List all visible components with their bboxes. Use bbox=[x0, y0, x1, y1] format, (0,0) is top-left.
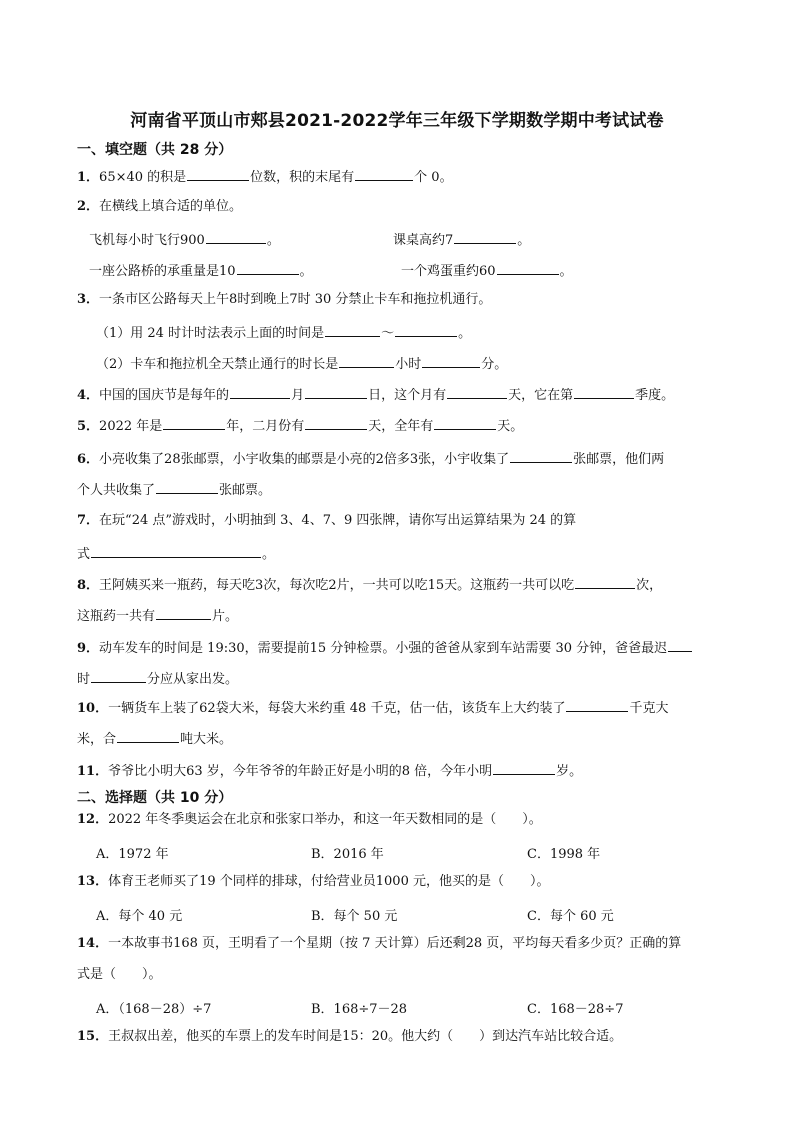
q2-item-2 bbox=[393, 230, 530, 249]
q3-stem: 一条市区公路每天上午8时到晚上7时 30 分禁止卡车和拖拉机通行。 bbox=[99, 292, 492, 307]
q12-number: 12． bbox=[77, 812, 109, 827]
q13-stem: 体育王老师买了19 个同样的排球，付给营业员1000 元，他买的是（ ）。 bbox=[108, 874, 550, 889]
q8-line-2 bbox=[77, 606, 238, 625]
question-10 bbox=[77, 698, 668, 717]
q10-text-d: 吨大米。 bbox=[180, 732, 233, 747]
q5-text-a: 2022 年是 bbox=[99, 419, 163, 434]
q2-blank-4[interactable] bbox=[497, 261, 559, 275]
q9-blank-2[interactable] bbox=[91, 669, 146, 683]
q9-text-c: 分应从家出发。 bbox=[147, 672, 239, 687]
q6-text-a: 小亮收集了28张邮票，小宇收集的邮票是小亮的2倍多3张，小宇收集了 bbox=[99, 452, 510, 467]
question-1 bbox=[77, 167, 453, 186]
question-5 bbox=[77, 416, 523, 435]
q9-line-2 bbox=[77, 669, 238, 688]
q13-option-b[interactable]: B．每个 50 元 bbox=[311, 909, 398, 924]
q4-text-c: 日，这个月有 bbox=[368, 388, 447, 403]
q8-text-a: 王阿姨买来一瓶药，每天吃3次，每次吃2片，一共可以吃15天。这瓶药一共可以吃 bbox=[99, 578, 575, 593]
question-3 bbox=[77, 292, 491, 308]
q5-blank-3[interactable] bbox=[434, 416, 496, 430]
q2-item-4 bbox=[401, 261, 573, 280]
q2-item-2-text: 课桌高约7 bbox=[393, 233, 454, 248]
q11-number: 11． bbox=[77, 764, 109, 779]
q2-item-4-end: 。 bbox=[559, 264, 573, 279]
q4-text-d: 天，它在第 bbox=[508, 388, 574, 403]
q9-text-b: 时 bbox=[77, 672, 91, 687]
q11-blank-1[interactable] bbox=[493, 761, 555, 775]
q2-item-3-end: 。 bbox=[299, 264, 313, 279]
q1-blank-1[interactable] bbox=[187, 167, 249, 181]
q1-text-b: 位数，积的末尾有 bbox=[250, 170, 355, 185]
q4-blank-2[interactable] bbox=[305, 385, 367, 399]
q7-blank-1[interactable] bbox=[91, 544, 261, 558]
question-15 bbox=[77, 1029, 622, 1045]
question-14 bbox=[77, 936, 681, 952]
q6-text-c: 个人共收集了 bbox=[77, 483, 156, 498]
q7-line-2 bbox=[77, 544, 275, 563]
q5-number: 5． bbox=[77, 419, 100, 434]
q1-text-c: 个 0。 bbox=[414, 170, 453, 185]
q9-number: 9． bbox=[77, 641, 100, 656]
q3-part-2 bbox=[96, 354, 507, 373]
q13-option-c[interactable]: C．每个 60 元 bbox=[527, 909, 614, 924]
question-2 bbox=[77, 199, 242, 215]
q5-text-d: 天。 bbox=[497, 419, 524, 434]
question-8 bbox=[77, 575, 662, 594]
q3-blank-3[interactable] bbox=[339, 354, 394, 368]
q12-stem: 2022 年冬季奥运会在北京和张家口举办，和这一年天数相同的是（ ）。 bbox=[108, 812, 542, 827]
q8-blank-2[interactable] bbox=[156, 606, 211, 620]
q2-number: 2． bbox=[77, 199, 100, 214]
q3-blank-1[interactable] bbox=[325, 323, 380, 337]
q12-option-c[interactable]: C．1998 年 bbox=[527, 847, 601, 862]
q14-stem-2: 式是（ ）。 bbox=[77, 967, 162, 982]
question-9 bbox=[77, 638, 693, 657]
q11-text-a: 爷爷比小明大63 岁，今年爷爷的年龄正好是小明的8 倍，今年小明 bbox=[108, 764, 493, 779]
q2-blank-1[interactable] bbox=[206, 230, 266, 244]
q3-tilde: ～ bbox=[381, 326, 395, 341]
page-title: 河南省平顶山市郏县2021-2022学年三年级下学期数学期中考试试卷 bbox=[130, 111, 664, 131]
q3-part-1-text: （1）用 24 时计时法表示上面的时间是 bbox=[96, 326, 325, 341]
q2-item-1 bbox=[89, 230, 280, 249]
q5-text-c: 天，全年有 bbox=[368, 419, 434, 434]
q11-text-b: 岁。 bbox=[556, 764, 583, 779]
q12-option-a[interactable]: A．1972 年 bbox=[96, 847, 169, 862]
q14-stem: 一本故事书168 页，王明看了一个星期（按 7 天计算）后还剩28 页，平均每天看多少页？正确的算 bbox=[108, 936, 682, 951]
q13-number: 13． bbox=[77, 874, 109, 889]
q6-text-b: 张邮票，他们两 bbox=[573, 452, 665, 467]
q2-item-2-end: 。 bbox=[517, 233, 531, 248]
q6-blank-1[interactable] bbox=[510, 449, 572, 463]
question-12 bbox=[77, 812, 542, 828]
question-6 bbox=[77, 449, 664, 468]
q4-blank-4[interactable] bbox=[574, 385, 634, 399]
q3-part-1 bbox=[96, 323, 471, 342]
q7-text-b: 式 bbox=[77, 547, 91, 562]
q3-part-1-end: 。 bbox=[458, 326, 472, 341]
q4-text-e: 季度。 bbox=[635, 388, 675, 403]
q6-blank-2[interactable] bbox=[156, 480, 218, 494]
q4-blank-3[interactable] bbox=[447, 385, 507, 399]
question-13 bbox=[77, 874, 550, 890]
q4-text-b: 月 bbox=[291, 388, 305, 403]
q10-line-2 bbox=[77, 729, 232, 748]
q2-blank-2[interactable] bbox=[454, 230, 516, 244]
q15-stem: 王叔叔出差，他买的车票上的发车时间是15：20。他大约（ ）到达汽车站比较合适。 bbox=[108, 1029, 623, 1044]
q2-blank-3[interactable] bbox=[237, 261, 299, 275]
q8-text-b: 次， bbox=[636, 578, 663, 593]
q13-option-a[interactable]: A．每个 40 元 bbox=[96, 909, 183, 924]
q9-blank-1[interactable] bbox=[668, 638, 692, 652]
q10-text-b: 千克大 bbox=[629, 701, 669, 716]
q3-number: 3． bbox=[77, 292, 100, 307]
q12-option-b[interactable]: B．2016 年 bbox=[311, 847, 384, 862]
q3-blank-4[interactable] bbox=[422, 354, 480, 368]
q6-number: 6． bbox=[77, 452, 100, 467]
q14-number: 14． bbox=[77, 936, 109, 951]
q3-blank-2[interactable] bbox=[395, 323, 457, 337]
q10-text-c: 米，合 bbox=[77, 732, 117, 747]
question-11 bbox=[77, 761, 582, 780]
q6-line-2 bbox=[77, 480, 271, 499]
question-4 bbox=[77, 385, 674, 404]
q9-text-a: 动车发车的时间是 19:30，需要提前15 分钟检票。小强的爸爸从家到车站需要 30 分钟，爸爸最迟 bbox=[99, 641, 668, 656]
q7-text-c: 。 bbox=[262, 547, 276, 562]
q6-text-d: 张邮票。 bbox=[219, 483, 272, 498]
q10-blank-1[interactable] bbox=[566, 698, 628, 712]
q2-item-3-text: 一座公路桥的承重量是10 bbox=[89, 264, 236, 279]
q1-text-a: 65×40 的积是 bbox=[99, 170, 187, 185]
q4-number: 4． bbox=[77, 388, 100, 403]
q2-item-4-text: 一个鸡蛋重约60 bbox=[401, 264, 496, 279]
q3-hours: 小时 bbox=[395, 357, 422, 372]
q8-number: 8． bbox=[77, 578, 100, 593]
q8-blank-1[interactable] bbox=[575, 575, 635, 589]
q2-item-1-end: 。 bbox=[266, 233, 280, 248]
q10-blank-2[interactable] bbox=[117, 729, 179, 743]
q1-blank-2[interactable] bbox=[355, 167, 413, 181]
q5-blank-2[interactable] bbox=[305, 416, 367, 430]
q5-text-b: 年，二月份有 bbox=[226, 419, 305, 434]
q5-blank-1[interactable] bbox=[163, 416, 225, 430]
q8-text-c: 这瓶药一共有 bbox=[77, 609, 156, 624]
q8-text-d: 片。 bbox=[212, 609, 239, 624]
q14-option-a[interactable]: A．（168－28）÷7 bbox=[96, 1002, 212, 1017]
q2-stem: 在横线上填合适的单位。 bbox=[99, 199, 243, 214]
q7-number: 7． bbox=[77, 513, 100, 528]
q4-blank-1[interactable] bbox=[230, 385, 290, 399]
q7-text-a: 在玩“24 点”游戏时，小明抽到 3、4、7、9 四张牌，请你写出运算结果为 24 的算 bbox=[99, 513, 577, 528]
q10-text-a: 一辆货车上装了62袋大米，每袋大米约重 48 千克，估一估，该货车上大约装了 bbox=[108, 701, 566, 716]
q2-item-1-text: 飞机每小时飞行900 bbox=[89, 233, 205, 248]
section-fill-in: 一、填空题（共 28 分） bbox=[77, 142, 233, 158]
q15-number: 15． bbox=[77, 1029, 109, 1044]
q3-minutes: 分。 bbox=[481, 357, 508, 372]
q10-number: 10． bbox=[77, 701, 109, 716]
q14-option-b[interactable]: B．168÷7－28 bbox=[311, 1002, 408, 1017]
q4-text-a: 中国的国庆节是每年的 bbox=[99, 388, 230, 403]
q3-part-2-text: （2）卡车和拖拉机全天禁止通行的时长是 bbox=[96, 357, 339, 372]
section-multiple-choice: 二、选择题（共 10 分） bbox=[77, 790, 233, 806]
q1-number: 1． bbox=[77, 170, 100, 185]
question-7 bbox=[77, 513, 576, 529]
q2-item-3 bbox=[89, 261, 313, 280]
q14-option-c[interactable]: C．168－28÷7 bbox=[527, 1002, 624, 1017]
q14-line-2 bbox=[77, 967, 162, 983]
